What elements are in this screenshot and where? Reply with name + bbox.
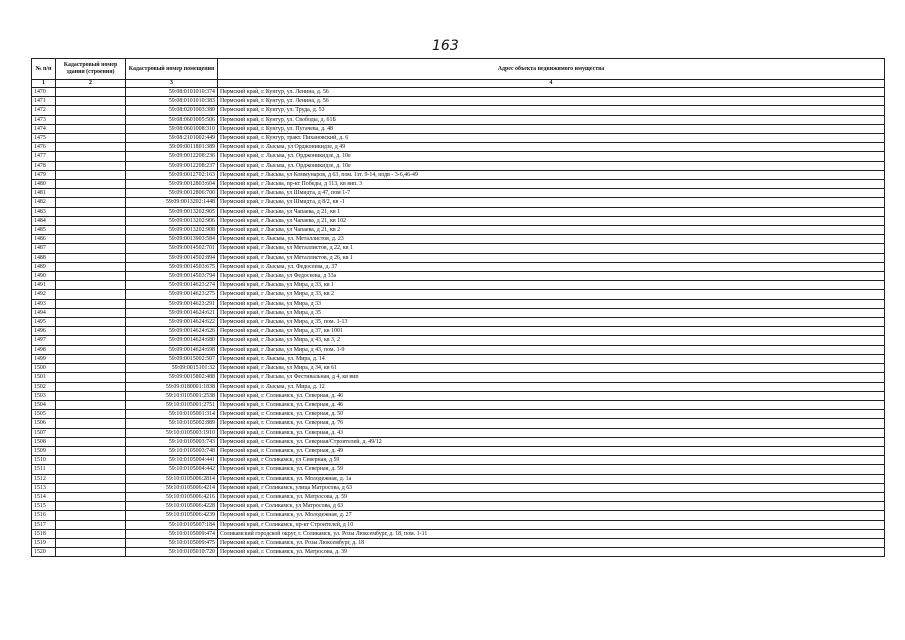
premise-cadastral-number: 59:10:0105001:2751 xyxy=(126,400,218,409)
table-row xyxy=(32,511,885,520)
table-row xyxy=(32,290,885,299)
row-number: 1476 xyxy=(32,143,56,152)
table-row xyxy=(32,198,885,207)
property-address: Пермский край, г. Лысьва, ул. Металлистов, д. 23 xyxy=(218,235,885,244)
row-number: 1491 xyxy=(32,281,56,290)
row-number: 1494 xyxy=(32,308,56,317)
premise-cadastral-number: 59:09:0014623:291 xyxy=(126,299,218,308)
building-cadastral-number xyxy=(56,253,126,262)
table-row xyxy=(32,336,885,345)
premise-cadastral-number: 59:09:0014503:675 xyxy=(126,262,218,271)
building-cadastral-number xyxy=(56,373,126,382)
row-number: 1475 xyxy=(32,134,56,143)
table-row xyxy=(32,520,885,529)
building-cadastral-number xyxy=(56,400,126,409)
header-number: № п/п xyxy=(32,59,56,80)
premise-cadastral-number: 59:08:2101002:449 xyxy=(126,134,218,143)
row-number: 1481 xyxy=(32,189,56,198)
property-address: Пермский край, г Лысьва, ул Мира, д 33, кв 2 xyxy=(218,290,885,299)
row-number: 1508 xyxy=(32,437,56,446)
premise-cadastral-number: 59:09:0013202:906 xyxy=(126,216,218,225)
table-row xyxy=(32,483,885,492)
row-number: 1489 xyxy=(32,262,56,271)
table-row xyxy=(32,88,885,97)
row-number: 1502 xyxy=(32,382,56,391)
table-row xyxy=(32,373,885,382)
row-number: 1501 xyxy=(32,373,56,382)
property-address: Пермский край, г. Лысьва, ул. Мира, д. 12 xyxy=(218,382,885,391)
row-number: 1520 xyxy=(32,548,56,557)
table-row xyxy=(32,106,885,115)
table-row xyxy=(32,327,885,336)
table-row xyxy=(32,474,885,483)
row-number: 1511 xyxy=(32,465,56,474)
row-number: 1471 xyxy=(32,97,56,106)
building-cadastral-number xyxy=(56,511,126,520)
premise-cadastral-number: 59:09:0013903:584 xyxy=(126,235,218,244)
property-address: Пермский край, г. Соликамск, ул. Северная, д. 43 xyxy=(218,428,885,437)
premise-cadastral-number: 59:09:0014623:274 xyxy=(126,281,218,290)
building-cadastral-number xyxy=(56,520,126,529)
premise-cadastral-number: 59:09:0013202:908 xyxy=(126,226,218,235)
building-cadastral-number xyxy=(56,106,126,115)
building-cadastral-number xyxy=(56,207,126,216)
table-row xyxy=(32,143,885,152)
building-cadastral-number xyxy=(56,437,126,446)
premise-cadastral-number: 59:10:0105007:184 xyxy=(126,520,218,529)
premise-cadastral-number: 59:09:0012702:163 xyxy=(126,170,218,179)
table-body xyxy=(32,88,885,557)
building-cadastral-number xyxy=(56,134,126,143)
premise-cadastral-number: 59:09:0014624:680 xyxy=(126,336,218,345)
premise-cadastral-number: 59:08:0601005:506 xyxy=(126,115,218,124)
table-row xyxy=(32,216,885,225)
premise-cadastral-number: 59:09:0012208:237 xyxy=(126,161,218,170)
row-number: 1485 xyxy=(32,226,56,235)
building-cadastral-number xyxy=(56,465,126,474)
property-address: Пермский край, г Лысьва, ул Мира, д 35 xyxy=(218,308,885,317)
row-number: 1510 xyxy=(32,456,56,465)
building-cadastral-number xyxy=(56,318,126,327)
property-address: Пермский край, г Лысьва, ул Чапаева, д 21, кв 102 xyxy=(218,216,885,225)
building-cadastral-number xyxy=(56,198,126,207)
table-row xyxy=(32,170,885,179)
building-cadastral-number xyxy=(56,290,126,299)
premise-cadastral-number: 59:10:0105001:2538 xyxy=(126,391,218,400)
column-number: 3 xyxy=(126,80,218,88)
building-cadastral-number xyxy=(56,216,126,225)
property-address: Пермский край, г. Соликамск, ул. Северная, д. 76 xyxy=(218,419,885,428)
premise-cadastral-number: 59:09:0015802:488 xyxy=(126,373,218,382)
property-registry-table xyxy=(31,58,885,557)
table-row xyxy=(32,299,885,308)
building-cadastral-number xyxy=(56,345,126,354)
premise-cadastral-number: 59:10:0105003:743 xyxy=(126,437,218,446)
building-cadastral-number xyxy=(56,538,126,547)
premise-cadastral-number: 59:10:0105009:474 xyxy=(126,529,218,538)
premise-cadastral-number: 59:10:0105004:441 xyxy=(126,456,218,465)
table-row xyxy=(32,492,885,501)
row-number: 1480 xyxy=(32,180,56,189)
premise-cadastral-number: 59:10:0105006:4228 xyxy=(126,502,218,511)
row-number: 1474 xyxy=(32,124,56,133)
table-row xyxy=(32,134,885,143)
row-number: 1498 xyxy=(32,345,56,354)
table-row xyxy=(32,226,885,235)
property-address: Соликамский городской округ, г. Соликамск, ул. Розы Люксембург, д. 18, пом. 1-11 xyxy=(218,529,885,538)
table-row xyxy=(32,345,885,354)
property-address: Пермский край, г Лысьва, ул Мира, д 33, кв 1 xyxy=(218,281,885,290)
property-address: Пермский край, г. Соликамск, ул. Матросова, д. 39 xyxy=(218,548,885,557)
premise-cadastral-number: 59:10:0105003:748 xyxy=(126,446,218,455)
row-number: 1513 xyxy=(32,483,56,492)
premise-cadastral-number: 59:09:0014502:894 xyxy=(126,253,218,262)
building-cadastral-number xyxy=(56,391,126,400)
property-address: Пермский край, г Лысьва, пр-кт Победы, д 113, кв вип. 3 xyxy=(218,180,885,189)
building-cadastral-number xyxy=(56,88,126,97)
row-number: 1519 xyxy=(32,538,56,547)
building-cadastral-number xyxy=(56,299,126,308)
row-number: 1496 xyxy=(32,327,56,336)
row-number: 1507 xyxy=(32,428,56,437)
property-address: Пермский край, г. Соликамск, ул. Северная, д. 49 xyxy=(218,446,885,455)
row-number: 1493 xyxy=(32,299,56,308)
table-row xyxy=(32,281,885,290)
row-number: 1497 xyxy=(32,336,56,345)
table-row xyxy=(32,161,885,170)
property-address: Пермский край, г Лысьва, ул Шмидта, д 8/2, кв -1 xyxy=(218,198,885,207)
table-row xyxy=(32,364,885,373)
property-address: Пермский край, г Лысьва, ул Мира, д 34, кв 61 xyxy=(218,364,885,373)
property-address: Пермский край, г. Соликамск, ул. Розы Люксембург, д. 18 xyxy=(218,538,885,547)
table-row xyxy=(32,180,885,189)
building-cadastral-number xyxy=(56,382,126,391)
property-address: Пермский край, г Лысьва, ул Мира, д 33 xyxy=(218,299,885,308)
premise-cadastral-number: 59:09:0014624:698 xyxy=(126,345,218,354)
property-address: Пермский край, г Лысьва, ул Мира, д 43, кв 3, 2 xyxy=(218,336,885,345)
premise-cadastral-number: 59:08:0601008:310 xyxy=(126,124,218,133)
table-row xyxy=(32,502,885,511)
row-number: 1517 xyxy=(32,520,56,529)
building-cadastral-number xyxy=(56,244,126,253)
premise-cadastral-number: 59:09:0014502:701 xyxy=(126,244,218,253)
row-number: 1500 xyxy=(32,364,56,373)
premise-cadastral-number: 59:10:0105003:1910 xyxy=(126,428,218,437)
header-premise-cadastral: Кадастровый номер помещения xyxy=(126,59,218,80)
building-cadastral-number xyxy=(56,492,126,501)
table-row xyxy=(32,419,885,428)
premise-cadastral-number: 59:09:0014623:275 xyxy=(126,290,218,299)
premise-cadastral-number: 59:09:0012806:700 xyxy=(126,189,218,198)
table-row xyxy=(32,548,885,557)
property-address: Пермский край, г Лысьва, ул Федосеева, д 33а xyxy=(218,272,885,281)
premise-cadastral-number: 59:10:0105009:475 xyxy=(126,538,218,547)
table-row xyxy=(32,428,885,437)
table-row xyxy=(32,207,885,216)
property-address: Пермский край, г Лысьва, ул Металлистов, д 22, кв 1 xyxy=(218,244,885,253)
property-address: Пермский край, г. Кунгур, ул. Труда, д. 53 xyxy=(218,106,885,115)
table-row xyxy=(32,529,885,538)
property-address: Пермский край, г. Кунгур, ул. Ленина, д. 56 xyxy=(218,88,885,97)
building-cadastral-number xyxy=(56,97,126,106)
property-address: Пермский край, г. Соликамск, ул. Молодежная, д. 1а xyxy=(218,474,885,483)
row-number: 1499 xyxy=(32,354,56,363)
table-row xyxy=(32,465,885,474)
property-address: Пермский край, г Лысьва, ул Шмидта, д 47, пом 1-7 xyxy=(218,189,885,198)
row-number: 1495 xyxy=(32,318,56,327)
property-address: Пермский край, г. Соликамск, ул. Северная/Строителей, д. 49/12 xyxy=(218,437,885,446)
property-address: Пермский край, г Соликамск, ул Матросова, д 63 xyxy=(218,502,885,511)
premise-cadastral-number: 59:09:0015101:32 xyxy=(126,364,218,373)
table-row xyxy=(32,308,885,317)
property-address: Пермский край, г. Соликамск, ул. Северная, д. 46 xyxy=(218,391,885,400)
table-row xyxy=(32,97,885,106)
property-address: Пермский край, г Лысьва, ул Фестивальная, д 4, кв вип xyxy=(218,373,885,382)
property-address: Пермский край, г Лысьва, ул Коммунаров, д 63, пом. 1эт. 9-14, подв - 3-6,46-49 xyxy=(218,170,885,179)
row-number: 1492 xyxy=(32,290,56,299)
building-cadastral-number xyxy=(56,170,126,179)
row-number: 1504 xyxy=(32,400,56,409)
building-cadastral-number xyxy=(56,180,126,189)
building-cadastral-number xyxy=(56,308,126,317)
row-number: 1486 xyxy=(32,235,56,244)
premise-cadastral-number: 59:09:0014624:622 xyxy=(126,318,218,327)
building-cadastral-number xyxy=(56,235,126,244)
row-number: 1505 xyxy=(32,410,56,419)
property-address: Пермский край, г Соликамск, пр-кт Строителей, д 10 xyxy=(218,520,885,529)
building-cadastral-number xyxy=(56,189,126,198)
property-address: Пермский край, г. Соликамск, ул. Северная, д. 46 xyxy=(218,400,885,409)
property-address: Пермский край, г. Кунгур, тракт. Пихановский, д. 6 xyxy=(218,134,885,143)
property-address: Пермский край, г. Кунгур, ул. Свободы, д. 61Б xyxy=(218,115,885,124)
property-address: Пермский край, г. Соликамск, ул. Молодежная, д. 27 xyxy=(218,511,885,520)
building-cadastral-number xyxy=(56,446,126,455)
building-cadastral-number xyxy=(56,483,126,492)
building-cadastral-number xyxy=(56,529,126,538)
table-row xyxy=(32,318,885,327)
row-number: 1483 xyxy=(32,207,56,216)
table-row xyxy=(32,391,885,400)
building-cadastral-number xyxy=(56,419,126,428)
row-number: 1472 xyxy=(32,106,56,115)
row-number: 1470 xyxy=(32,88,56,97)
building-cadastral-number xyxy=(56,410,126,419)
property-address: Пермский край, г. Соликамск, ул. Северная, д. 50 xyxy=(218,410,885,419)
table-row xyxy=(32,400,885,409)
property-address: Пермский край, г. Лысьва, ул Орджоникидзе, д 49 xyxy=(218,143,885,152)
premise-cadastral-number: 59:08:0101010:383 xyxy=(126,97,218,106)
row-number: 1518 xyxy=(32,529,56,538)
property-address: Пермский край, г. Лысьва, ул. Орджоникидзе, д. 10е xyxy=(218,152,885,161)
building-cadastral-number xyxy=(56,262,126,271)
property-address: Пермский край, г Соликамск, улица Матросова, д 63 xyxy=(218,483,885,492)
property-address: Пермский край, г Лысьва, ул Металлистов, д 26, кв 1 xyxy=(218,253,885,262)
premise-cadastral-number: 59:10:0105006:4214 xyxy=(126,483,218,492)
row-number: 1482 xyxy=(32,198,56,207)
premise-cadastral-number: 59:09:0012803:604 xyxy=(126,180,218,189)
building-cadastral-number xyxy=(56,428,126,437)
property-address: Пермский край, г Лысьва, ул Чапаева, д 21, кв 2 xyxy=(218,226,885,235)
table-row xyxy=(32,446,885,455)
premise-cadastral-number: 59:10:0105006:4216 xyxy=(126,492,218,501)
building-cadastral-number xyxy=(56,327,126,336)
building-cadastral-number xyxy=(56,336,126,345)
table-row xyxy=(32,382,885,391)
property-address: Пермский край, г Лысьва, ул Чапаева, д 21, кв 1 xyxy=(218,207,885,216)
premise-cadastral-number: 59:09:0013202:905 xyxy=(126,207,218,216)
property-address: Пермский край, г Соликамск, ул Северная, д 59 xyxy=(218,456,885,465)
property-address: Пермский край, г. Соликамск, ул. Северная, д. 59 xyxy=(218,465,885,474)
building-cadastral-number xyxy=(56,502,126,511)
premise-cadastral-number: 59:10:0105006:2814 xyxy=(126,474,218,483)
premise-cadastral-number: 59:09:0014624:621 xyxy=(126,308,218,317)
premise-cadastral-number: 59:10:0105006:4239 xyxy=(126,511,218,520)
table-row xyxy=(32,189,885,198)
premise-cadastral-number: 59:09:0014624:626 xyxy=(126,327,218,336)
column-number: 2 xyxy=(56,80,126,88)
property-address: Пермский край, г Лысьва, ул Мира, д 43, пом. 1-9 xyxy=(218,345,885,354)
building-cadastral-number xyxy=(56,281,126,290)
building-cadastral-number xyxy=(56,143,126,152)
row-number: 1503 xyxy=(32,391,56,400)
property-address: Пермский край, г. Лысьва, ул. Федосеева, д. 37 xyxy=(218,262,885,271)
building-cadastral-number xyxy=(56,364,126,373)
property-address: Пермский край, г. Лысьва, ул. Орджоникидзе, д. 10е xyxy=(218,161,885,170)
table-header-row xyxy=(32,59,885,80)
row-number: 1490 xyxy=(32,272,56,281)
header-building-cadastral: Кадастровый номер здания (строения) xyxy=(56,59,126,80)
page-number: 163 xyxy=(432,38,459,54)
table-row xyxy=(32,262,885,271)
premise-cadastral-number: 59:10:0105001:314 xyxy=(126,410,218,419)
row-number: 1473 xyxy=(32,115,56,124)
premise-cadastral-number: 59:08:0101010:374 xyxy=(126,88,218,97)
premise-cadastral-number: 59:08:0201003:380 xyxy=(126,106,218,115)
table-row xyxy=(32,354,885,363)
premise-cadastral-number: 59:10:0105002:889 xyxy=(126,419,218,428)
premise-cadastral-number: 59:09:0014503:794 xyxy=(126,272,218,281)
building-cadastral-number xyxy=(56,474,126,483)
row-number: 1515 xyxy=(32,502,56,511)
row-number: 1506 xyxy=(32,419,56,428)
table-row xyxy=(32,244,885,253)
row-number: 1479 xyxy=(32,170,56,179)
column-number: 4 xyxy=(218,80,885,88)
table-row xyxy=(32,115,885,124)
building-cadastral-number xyxy=(56,272,126,281)
row-number: 1512 xyxy=(32,474,56,483)
header-address: Адрес объекта недвижимого имущества xyxy=(218,59,885,80)
table-row xyxy=(32,272,885,281)
premise-cadastral-number: 59:10:0105004:442 xyxy=(126,465,218,474)
row-number: 1516 xyxy=(32,511,56,520)
table-row xyxy=(32,235,885,244)
building-cadastral-number xyxy=(56,548,126,557)
table-row xyxy=(32,253,885,262)
premise-cadastral-number: 59:09:0180001:1838 xyxy=(126,382,218,391)
property-address: Пермский край, г. Лысьва, ул. Мира, д. 14 xyxy=(218,354,885,363)
row-number: 1488 xyxy=(32,253,56,262)
premise-cadastral-number: 59:09:0011801:389 xyxy=(126,143,218,152)
column-number: 1 xyxy=(32,80,56,88)
building-cadastral-number xyxy=(56,354,126,363)
property-address: Пермский край, г. Кунгур, ул. Ленина, д. 56 xyxy=(218,97,885,106)
table-row xyxy=(32,538,885,547)
building-cadastral-number xyxy=(56,124,126,133)
property-address: Пермский край, г Лысьва, ул Мира, д 37, кв 1001 xyxy=(218,327,885,336)
property-address: Пермский край, г. Кунгур, ул. Пугачева, д. 48 xyxy=(218,124,885,133)
row-number: 1477 xyxy=(32,152,56,161)
building-cadastral-number xyxy=(56,161,126,170)
building-cadastral-number xyxy=(56,456,126,465)
table-row xyxy=(32,152,885,161)
table-row xyxy=(32,456,885,465)
property-address: Пермский край, г Лысьва, ул Мира, д 35, пом. 1-13 xyxy=(218,318,885,327)
table-row xyxy=(32,124,885,133)
premise-cadastral-number: 59:09:0013202:1448 xyxy=(126,198,218,207)
building-cadastral-number xyxy=(56,152,126,161)
row-number: 1509 xyxy=(32,446,56,455)
row-number: 1514 xyxy=(32,492,56,501)
row-number: 1484 xyxy=(32,216,56,225)
table-row xyxy=(32,437,885,446)
building-cadastral-number xyxy=(56,115,126,124)
row-number: 1478 xyxy=(32,161,56,170)
premise-cadastral-number: 59:09:0015002:507 xyxy=(126,354,218,363)
column-number-row xyxy=(32,80,885,88)
row-number: 1487 xyxy=(32,244,56,253)
premise-cadastral-number: 59:09:0012208:236 xyxy=(126,152,218,161)
property-address: Пермский край, г. Соликамск, ул. Матросова, д. 59 xyxy=(218,492,885,501)
building-cadastral-number xyxy=(56,226,126,235)
table-row xyxy=(32,410,885,419)
premise-cadastral-number: 59:10:0105010:720 xyxy=(126,548,218,557)
